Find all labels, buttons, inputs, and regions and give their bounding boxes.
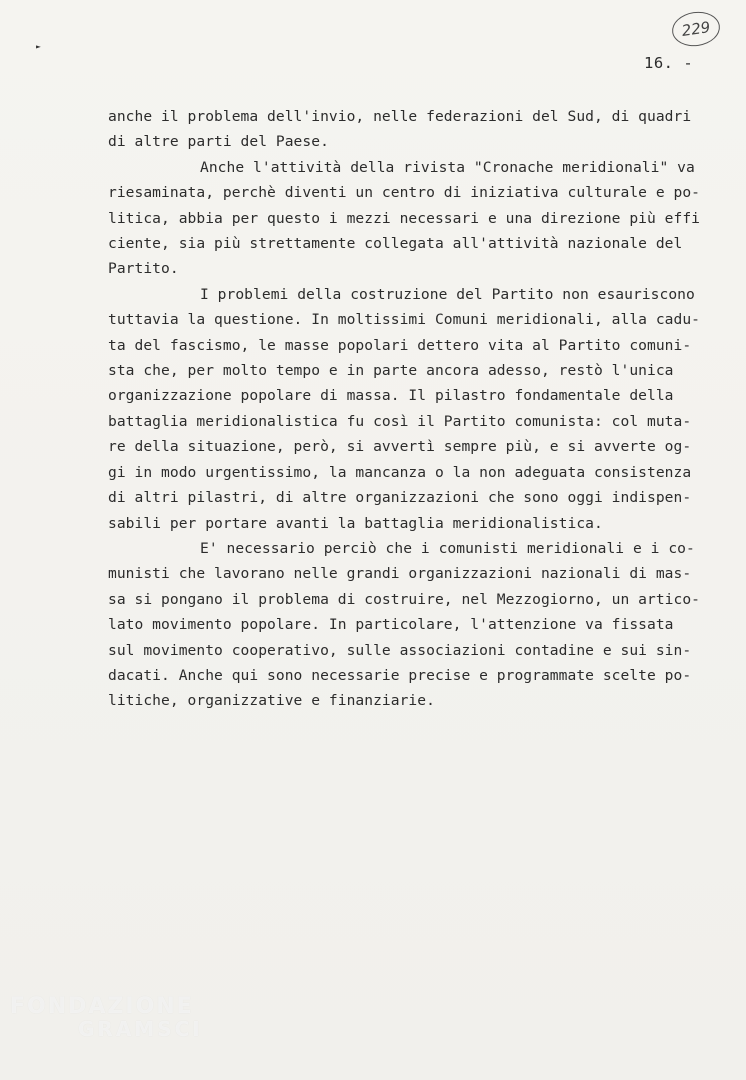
- text-line: battaglia meridionalistica fu così il Partito comunista: col muta-: [108, 412, 692, 430]
- text-line: tuttavia la questione. In moltissimi Comuni meridionali, alla cadu-: [108, 311, 701, 329]
- text-line: ciente, sia più strettamente collegata all'attività nazionale del: [108, 235, 683, 253]
- text-line: munisti che lavorano nelle grandi organizzazioni nazionali di mas-: [108, 565, 692, 583]
- watermark: [10, 996, 203, 1040]
- text-line: organizzazione popolare di massa. Il pilastro fondamentale della: [108, 387, 674, 405]
- text-line: di altre parti del Paese.: [108, 133, 329, 151]
- text-line: sabili per portare avanti la battaglia meridionalistica.: [108, 514, 603, 532]
- text-line: sul movimento cooperativo, sulle associazioni contadine e sui sin-: [108, 641, 692, 659]
- text-line: I problemi della costruzione del Partito non esauriscono: [200, 285, 695, 303]
- text-line: sa si pongano il problema di costruire, nel Mezzogiorno, un artico-: [108, 590, 701, 608]
- text-line: Partito.: [108, 260, 179, 278]
- text-line: litiche, organizzative e finanziarie.: [108, 692, 435, 710]
- text-line: sta che, per molto tempo e in parte ancora adesso, restò l'unica: [108, 362, 674, 380]
- text-line: dacati. Anche qui sono necessarie precise e programmate scelte po-: [108, 666, 692, 684]
- page-number: 16. -: [644, 54, 694, 72]
- text-line: re della situazione, però, si avvertì sempre più, e si avverte og-: [108, 438, 692, 456]
- text-line: riesaminata, perchè diventi un centro di iniziativa culturale e po-: [108, 184, 701, 202]
- text-line: Anche l'attività della rivista "Cronache meridionali" va: [200, 158, 695, 176]
- watermark-line1: FONDAZIONE: [10, 994, 194, 1019]
- body-text: [108, 104, 708, 714]
- watermark-line2: GRAMSCI: [78, 1017, 203, 1041]
- archive-number: 229: [680, 18, 712, 40]
- text-line: anche il problema dell'invio, nelle federazioni del Sud, di quadri: [108, 108, 692, 125]
- text-line: litica, abbia per questo i mezzi necessari e una direzione più effi: [108, 209, 701, 227]
- bullet-mark: ►: [36, 42, 41, 51]
- text-line: di altri pilastri, di altre organizzazioni che sono oggi indispen-: [108, 489, 692, 507]
- text-line: E' necessario perciò che i comunisti meridionali e i co-: [200, 539, 695, 557]
- text-line: lato movimento popolare. In particolare, l'attenzione va fissata: [108, 616, 674, 634]
- text-line: gi in modo urgentissimo, la mancanza o la non adeguata consistenza: [108, 463, 692, 481]
- archive-stamp: [670, 9, 722, 49]
- text-line: ta del fascismo, le masse popolari dettero vita al Partito comuni-: [108, 336, 692, 354]
